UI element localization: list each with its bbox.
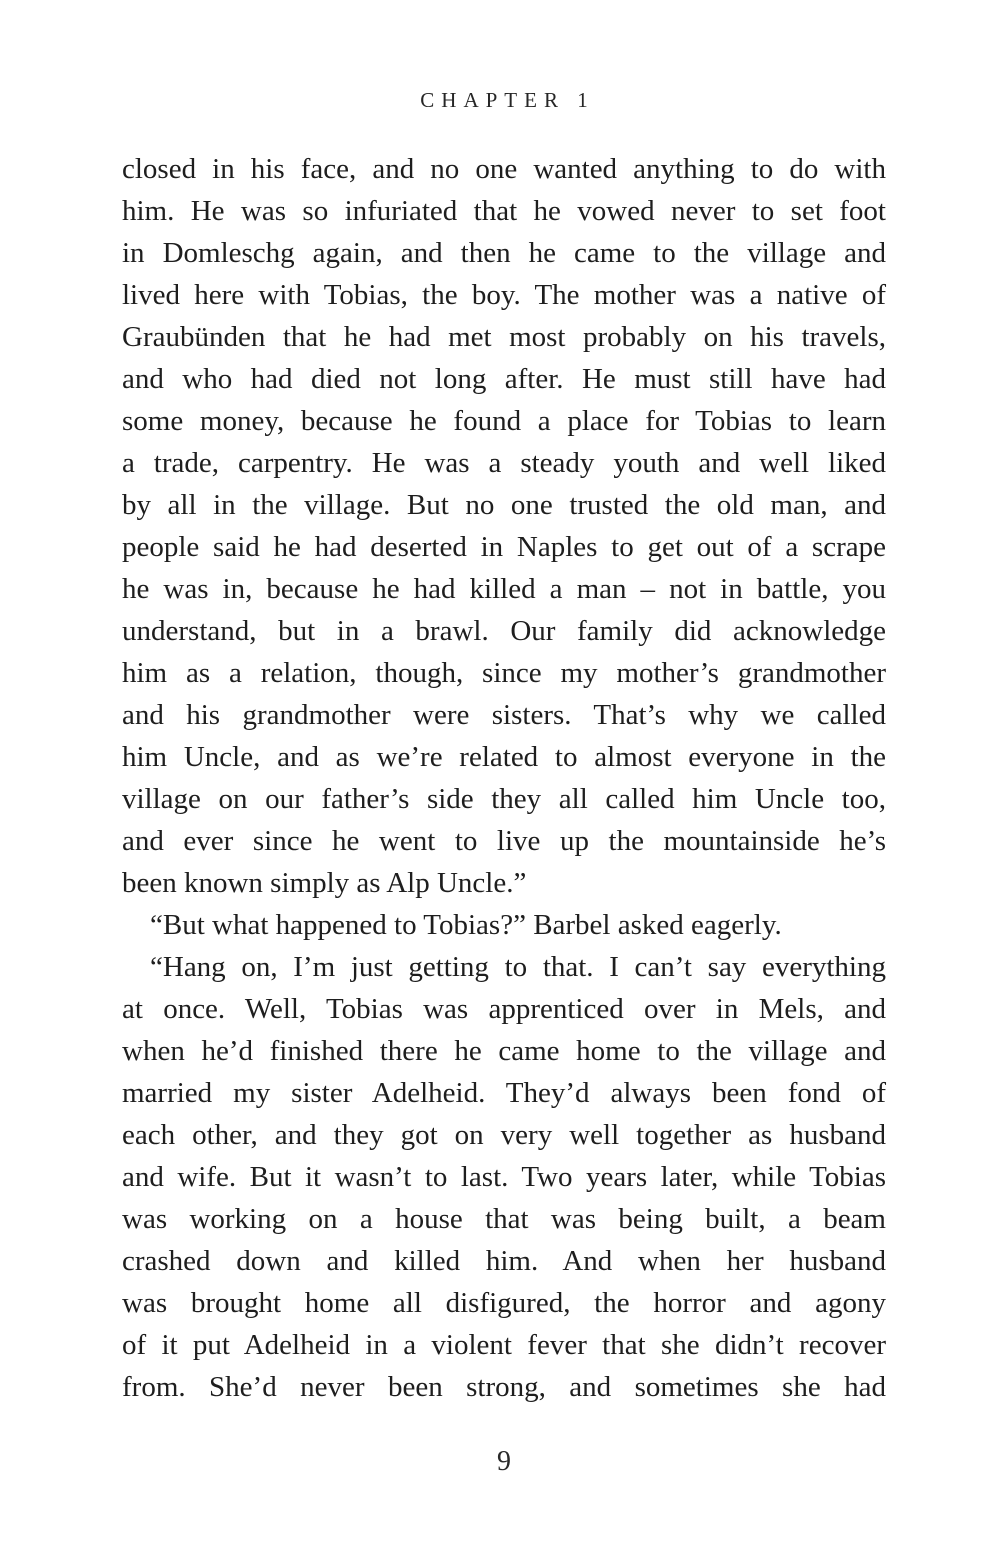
text-line: by all in the village. But no one trusted the old man, and	[122, 489, 886, 521]
text-line: each other, and they got on very well together as husband	[122, 1119, 886, 1151]
text-line: lived here with Tobias, the boy. The mother was a native of	[122, 279, 886, 311]
text-line: and ever since he went to live up the mountainside he’s	[122, 825, 886, 857]
text-line: from. She’d never been strong, and sometimes she had	[122, 1371, 886, 1403]
text-line: people said he had deserted in Naples to get out of a scrape	[122, 531, 886, 563]
text-line: a trade, carpentry. He was a steady youth and well liked	[122, 447, 886, 479]
text-line: was brought home all disfigured, the horror and agony	[122, 1287, 886, 1319]
text-line: at once. Well, Tobias was apprenticed over in Mels, and	[122, 993, 886, 1025]
chapter-heading: CHAPTER 1	[420, 88, 595, 112]
text-line: Graubünden that he had met most probably on his travels,	[122, 321, 886, 353]
text-line: some money, because he found a place for Tobias to learn	[122, 405, 886, 437]
text-line: him. He was so infuriated that he vowed never to set foot	[122, 195, 886, 227]
page-body-text	[122, 148, 886, 1408]
text-line: been known simply as Alp Uncle.”	[122, 867, 527, 899]
text-line: him as a relation, though, since my mother’s grandmother	[122, 657, 886, 689]
text-line: crashed down and killed him. And when her husband	[122, 1245, 886, 1277]
text-line: him Uncle, and as we’re related to almost everyone in the	[122, 741, 886, 773]
text-line: of it put Adelheid in a violent fever that she didn’t recover	[122, 1329, 886, 1361]
text-line: and wife. But it wasn’t to last. Two years later, while Tobias	[122, 1161, 886, 1193]
text-line: when he’d finished there he came home to the village and	[122, 1035, 886, 1067]
text-line: “Hang on, I’m just getting to that. I can’t say everything	[150, 951, 886, 983]
text-line: was working on a house that was being built, a beam	[122, 1203, 886, 1235]
text-line: and his grandmother were sisters. That’s why we called	[122, 699, 886, 731]
text-line: married my sister Adelheid. They’d always been fond of	[122, 1077, 886, 1109]
text-line: village on our father’s side they all called him Uncle too,	[122, 783, 886, 815]
text-line: understand, but in a brawl. Our family did acknowledge	[122, 615, 886, 647]
page-number: 9	[497, 1446, 511, 1477]
text-line: in Domleschg again, and then he came to the village and	[122, 237, 886, 269]
text-line: closed in his face, and no one wanted anything to do with	[122, 153, 886, 185]
text-line: “But what happened to Tobias?” Barbel asked eagerly.	[150, 909, 782, 941]
text-line: he was in, because he had killed a man – not in battle, you	[122, 573, 886, 605]
text-line: and who had died not long after. He must still have had	[122, 363, 886, 395]
